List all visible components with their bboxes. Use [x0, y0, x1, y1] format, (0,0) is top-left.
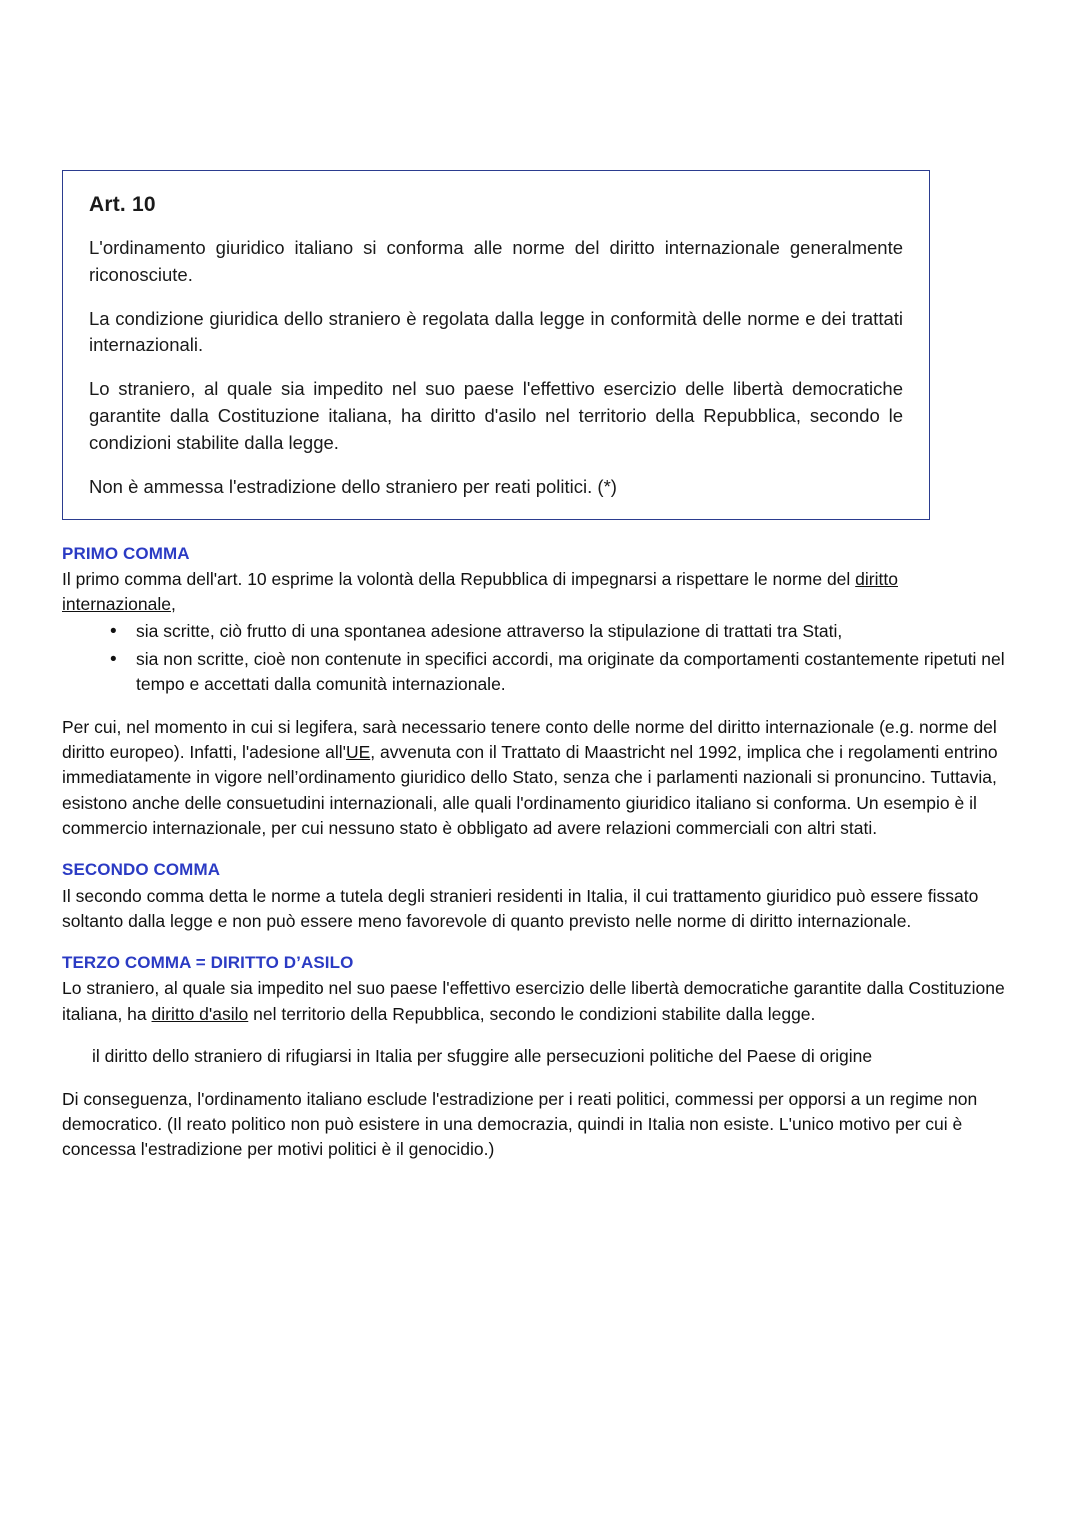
list-item: • sia non scritte, cioè non contenute in specifici accordi, ma originate da comportamenti costantemente ripetuti nel tempo e accettati dalla comunità internazionale.	[136, 647, 1012, 698]
article-paragraph-3: Lo straniero, al quale sia impedito nel suo paese l'effettivo esercizio delle libertà democratiche garantite dalla Costituzione italiana, ha diritto d'asilo nel territorio della Repubblica, secondo le condizioni stabilite dalla legge.	[89, 378, 903, 453]
document-content	[62, 170, 1012, 1163]
notes-body	[62, 542, 1012, 1163]
secondo-comma-body: Il secondo comma detta le norme a tutela degli stranieri residenti in Italia, il cui trattamento giuridico può essere fissato soltanto dalla legge e non può essere meno favorevole di quanto previsto nelle norme di diritto internazionale.	[62, 885, 979, 931]
primo-comma-intro-underlined: diritto internazionale	[62, 568, 898, 614]
terzo-comma-body	[62, 976, 1012, 1027]
section-heading-secondo-comma: SECONDO COMMA	[62, 860, 221, 880]
primo-comma-body-text-1: Per cui, nel momento in cui si legifera, sarà necessario tenere conto delle norme del diritto internazionale (e.g. norme del diritto europeo). Infatti, l'adesione all'	[62, 716, 997, 762]
section-heading-primo-comma: PRIMO COMMA	[62, 543, 190, 563]
list-item: • sia scritte, ciò frutto di una spontanea adesione attraverso la stipulazione di trattati tra Stati,	[136, 619, 1012, 644]
primo-comma-intro	[62, 567, 1012, 618]
terzo-comma-body-text-2: nel territorio della Repubblica, secondo le condizioni stabilite dalla legge.	[248, 1003, 816, 1024]
primo-comma-body-underlined: UE	[345, 741, 371, 762]
primo-comma-intro-text-2: ,	[170, 594, 176, 614]
terzo-comma-closing: Di conseguenza, l'ordinamento italiano esclude l'estradizione per i reati politici, commessi per opporsi a un regime non democratico. (Il reato politico non può esistere in una democrazia, quindi in Italia non esiste. L'unico motivo per cui è concessa l'estradizione per motivi politici è il genocidio.)	[62, 1088, 978, 1160]
article-paragraph-2: La condizione giuridica dello straniero è regolata dalla legge in conformità delle norme e dei trattati internazionali.	[89, 307, 903, 356]
terzo-comma-indented-note: il diritto dello straniero di rifugiarsi in Italia per sfuggire alle persecuzioni politiche del Paese di origine	[92, 1046, 873, 1067]
primo-comma-bullet-list	[62, 619, 1012, 697]
article-title: Art. 10	[89, 193, 156, 216]
primo-comma-intro-text-1: Il primo comma dell'art. 10 esprime la volontà della Repubblica di impegnarsi a rispettare le norme del	[62, 568, 856, 589]
primo-comma-body-text-2: , avvenuta con il Trattato di Maastricht nel 1992, implica che i regolamenti entrino immediatamente in vigore nell’ordinamento giuridico dello Stato, senza che i parlamenti nazionali si pronuncino. Tuttavia, esistono anche delle consuetudini internazionali, alle quali l'ordinamento giuridico italiano si conforma. Un esempio è il commercio internazionale, per cui nessuno stato è obbligato ad avere relazioni commerciali con altri stati.	[62, 741, 998, 838]
terzo-comma-body-underlined: diritto d'asilo	[151, 1003, 249, 1024]
section-heading-terzo-comma: TERZO COMMA = DIRITTO D’ASILO	[62, 953, 354, 973]
article-quote-box	[62, 170, 930, 520]
primo-comma-body	[62, 715, 1012, 842]
article-paragraph-4: Non è ammessa l'estradizione dello straniero per reati politici. (*)	[89, 475, 617, 497]
article-paragraph-1: L'ordinamento giuridico italiano si conforma alle norme del diritto internazionale generalmente riconosciute.	[89, 237, 903, 285]
terzo-comma-body-text-1: Lo straniero, al quale sia impedito nel suo paese l'effettivo esercizio delle libertà democratiche garantite dalla Costituzione italiana, ha	[62, 978, 1005, 1024]
